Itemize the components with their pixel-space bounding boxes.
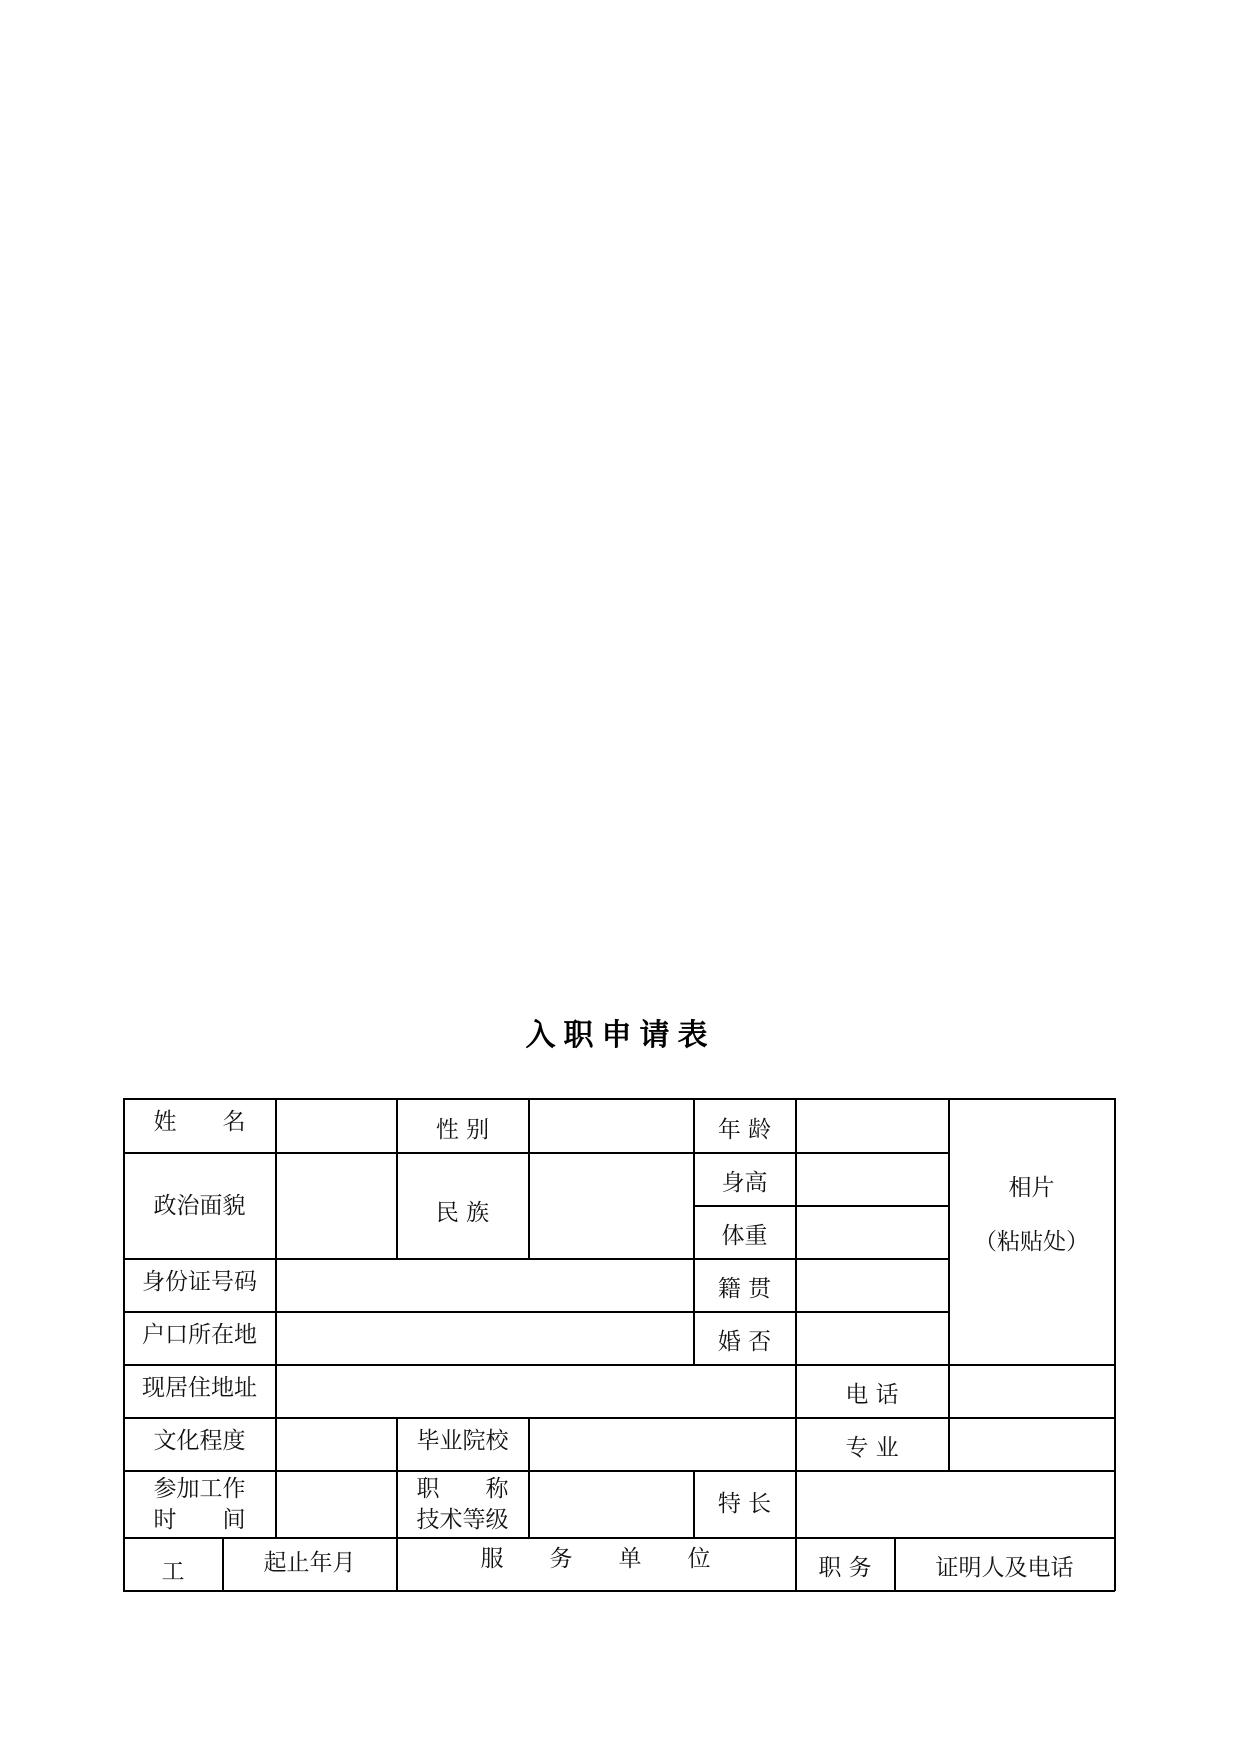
phone-field[interactable]: [949, 1365, 1114, 1417]
grid-line: [123, 1590, 1115, 1592]
photo-note: （粘贴处）: [974, 1229, 1089, 1255]
employer-header: 服 务 单 位: [480, 1545, 711, 1572]
major-field[interactable]: [949, 1418, 1114, 1470]
position-header: 职 务: [818, 1554, 872, 1581]
photo-label: 相片: [1008, 1175, 1055, 1201]
height-field[interactable]: [796, 1153, 948, 1205]
native-place-label: 籍 贯: [717, 1275, 772, 1302]
political-status-field[interactable]: [276, 1153, 396, 1258]
professional-title-label-line2: 技术等级: [416, 1507, 509, 1533]
education-field[interactable]: [276, 1418, 396, 1470]
hukou-label: 户口所在地: [142, 1321, 257, 1348]
work-start-label-line2: 时 间: [153, 1507, 246, 1533]
marital-status-label: 婚 否: [717, 1328, 772, 1355]
grid-line: [1114, 1098, 1116, 1591]
ethnicity-label: 民 族: [435, 1199, 490, 1226]
address-field[interactable]: [276, 1365, 795, 1417]
phone-label: 电 话: [845, 1381, 899, 1408]
weight-label: 体重: [721, 1222, 768, 1249]
gender-field[interactable]: [529, 1099, 693, 1152]
specialty-field[interactable]: [796, 1471, 1114, 1537]
form-title: 入职申请表: [525, 1018, 716, 1053]
education-label: 文化程度: [153, 1427, 246, 1454]
age-label: 年 龄: [717, 1116, 772, 1143]
id-number-label: 身份证号码: [142, 1268, 257, 1295]
school-label: 毕业院校: [416, 1427, 509, 1454]
marital-status-field[interactable]: [796, 1312, 948, 1364]
work-history-section-label: 工: [161, 1559, 185, 1585]
political-status-label: 政治面貌: [153, 1192, 246, 1219]
id-number-field[interactable]: [276, 1259, 693, 1311]
address-label: 现居住地址: [142, 1374, 257, 1401]
weight-field[interactable]: [796, 1206, 948, 1258]
name-label: 姓 名: [153, 1108, 246, 1135]
name-field[interactable]: [276, 1099, 396, 1152]
professional-title-label-line1: 职 称: [416, 1476, 509, 1502]
work-period-header: 起止年月: [263, 1549, 356, 1576]
ethnicity-field[interactable]: [529, 1153, 693, 1258]
school-field[interactable]: [529, 1418, 795, 1470]
major-label: 专 业: [845, 1434, 899, 1461]
native-place-field[interactable]: [796, 1259, 948, 1311]
reference-header: 证明人及电话: [935, 1554, 1074, 1581]
professional-title-field[interactable]: [529, 1471, 693, 1537]
height-label: 身高: [721, 1169, 768, 1196]
specialty-label: 特 长: [717, 1491, 772, 1517]
hukou-field[interactable]: [276, 1312, 693, 1364]
age-field[interactable]: [796, 1099, 948, 1152]
work-start-label-line1: 参加工作: [153, 1476, 246, 1502]
work-start-field[interactable]: [276, 1471, 396, 1537]
gender-label: 性 别: [435, 1116, 490, 1143]
